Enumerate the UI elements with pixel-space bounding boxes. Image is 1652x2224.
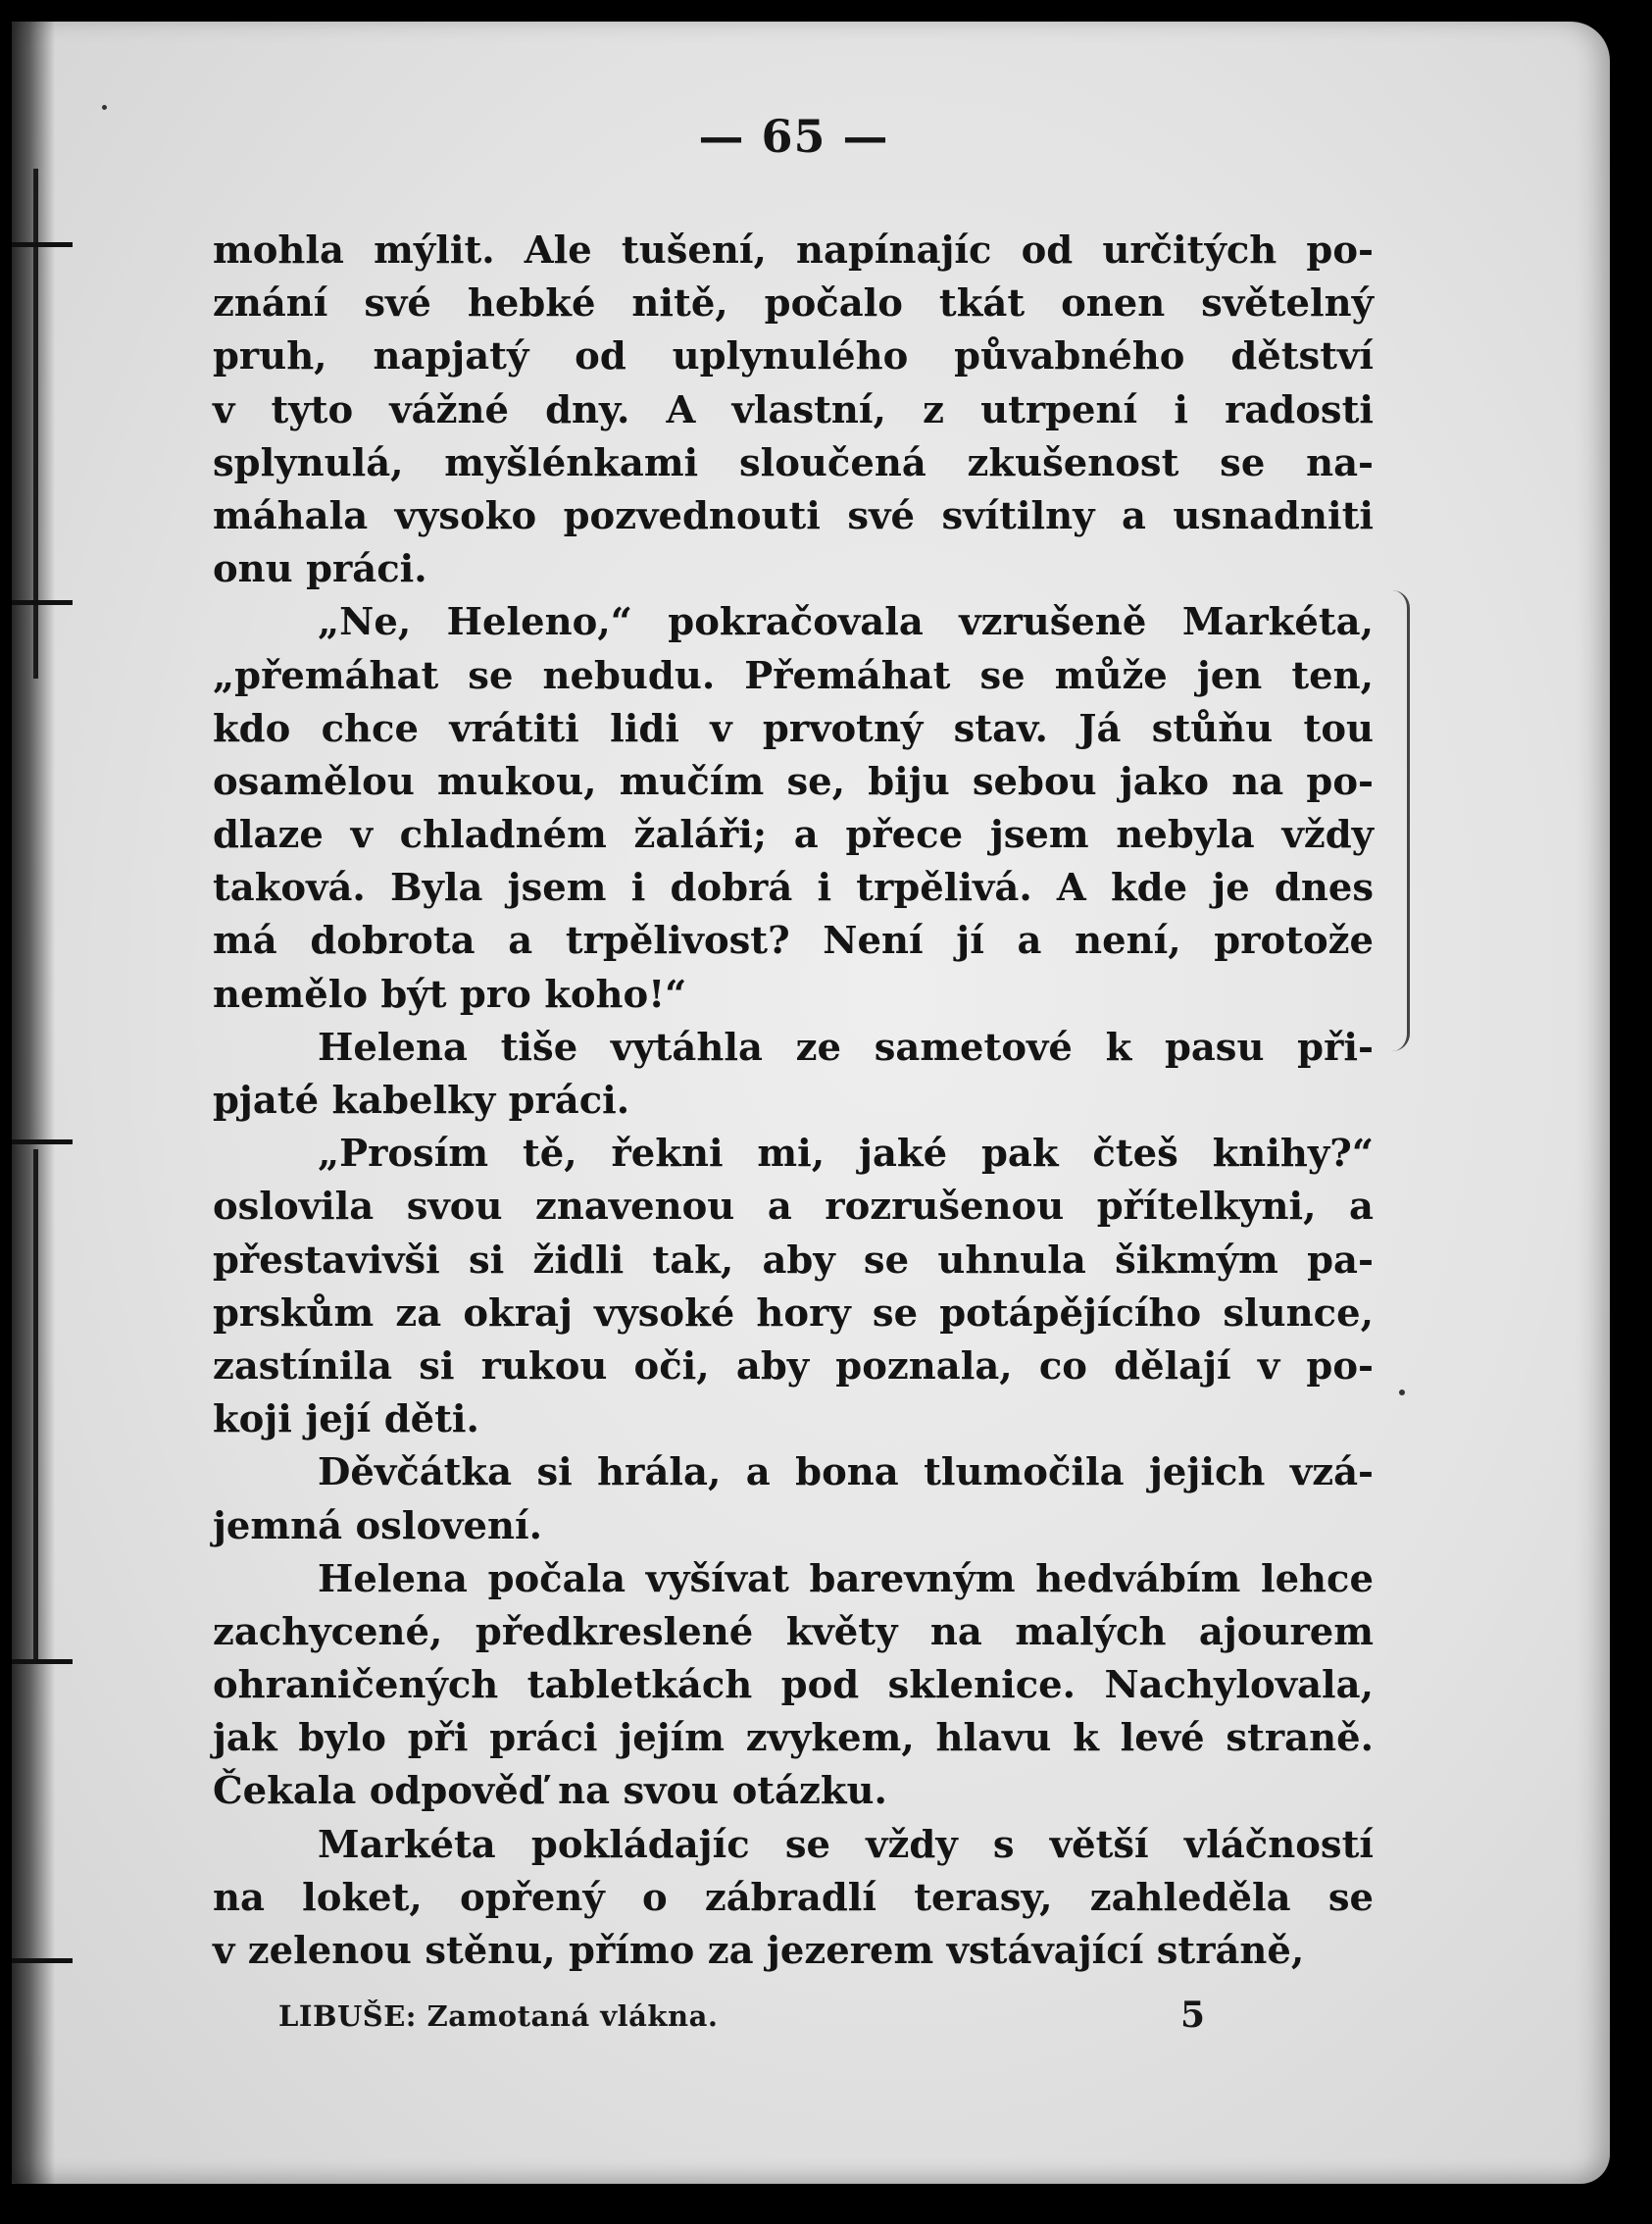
text-line: „Prosím tě, řekni mi, jaké pak čteš knihy?“ — [318, 1132, 1374, 1177]
text-line: „Ne, Heleno,“ pokračovala vzrušeně Markéta, — [318, 600, 1374, 645]
text-line: Děvčátka si hrála, a bona tlumočila jejich vzá- — [318, 1450, 1374, 1495]
paragraph — [213, 596, 1374, 1022]
text-line: pjaté kabelky práci. — [213, 1079, 630, 1123]
text-line: jemná oslovení. — [213, 1503, 543, 1548]
binding-stitch — [12, 600, 73, 605]
text-line: koji její děti. — [213, 1397, 479, 1442]
body-text — [213, 225, 1374, 1978]
text-line: má dobrota a trpělivost? Není jí a není, protože — [213, 919, 1374, 964]
paragraph — [213, 1819, 1374, 1979]
text-line: v tyto vážné dny. A vlastní, z utrpení i radosti — [213, 387, 1374, 432]
book-page — [12, 22, 1610, 2184]
text-line: Helena počala vyšívat barevným hedvábím lehce — [318, 1556, 1374, 1601]
text-line: mohla mýlit. Ale tušení, napínajíc od určitých po- — [213, 228, 1374, 273]
text-line: Čekala odpověď na svou otázku. — [213, 1769, 887, 1814]
text-line: Markéta pokládajíc se vždy s větší vláčností — [318, 1822, 1374, 1867]
text-line: prskům za okraj vysoké hory se potápějícího slunce, — [213, 1290, 1374, 1336]
paragraph — [213, 1553, 1374, 1819]
text-line: splynulá, myšlénkami sloučená zkušenost se na- — [213, 440, 1374, 485]
text-line: zachycené, předkreslené květy na malých ajourem — [213, 1609, 1374, 1654]
text-line: Helena tiše vytáhla ze sametové k pasu při- — [318, 1025, 1374, 1070]
text-line: pruh, napjatý od uplynulého půvabného dětství — [213, 334, 1374, 379]
binding-stitch — [12, 1958, 73, 1963]
text-line: oslovila svou znavenou a rozrušenou přítelkyni, a — [213, 1185, 1374, 1230]
text-line: na loket, opřený o zábradlí terasy, zahleděla se — [213, 1875, 1374, 1920]
paragraph — [213, 1128, 1374, 1446]
binding-stitch — [12, 1139, 73, 1144]
text-line: „přemáhat se nebudu. Přemáhat se může jen ten, — [213, 653, 1374, 698]
text-line: ohraničených tabletkách pod sklenice. Nachylovala, — [213, 1663, 1374, 1708]
page-number: — 65 — — [698, 110, 889, 163]
binding-thread — [33, 1149, 38, 1659]
text-line: dlaze v chladném žaláři; a přece jsem nebyla vždy — [213, 813, 1374, 858]
paper-speck — [102, 105, 107, 110]
text-line: přestavivši si židli tak, aby se uhnula šikmým pa- — [213, 1238, 1374, 1283]
binding-stitch — [12, 1659, 73, 1664]
text-line: nemělo být pro koho!“ — [213, 972, 687, 1017]
text-line: osamělou mukou, mučím se, biju sebou jako na po- — [213, 759, 1374, 804]
text-line: taková. Byla jsem i dobrá i trpělivá. A kde je dnes — [213, 866, 1374, 911]
paper-speck — [1399, 1390, 1405, 1395]
text-line: máhala vysoko pozvednouti své svítilny a usnadniti — [213, 493, 1374, 538]
margin-pencil-bracket — [1389, 590, 1410, 1051]
paragraph — [213, 1446, 1374, 1552]
text-line: jak bylo při práci jejím zvykem, hlavu k levé straně. — [213, 1716, 1374, 1761]
text-line: znání své hebké nitě, počalo tkát onen světelný — [213, 281, 1374, 327]
text-line: v zelenou stěnu, přímo za jezerem vstávající stráně, — [213, 1929, 1305, 1973]
text-line: onu práci. — [213, 547, 427, 592]
paragraph — [213, 1022, 1374, 1128]
paragraph — [213, 225, 1374, 596]
text-line: kdo chce vrátiti lidi v prvotný stav. Já stůňu tou — [213, 706, 1374, 751]
footer-signature: LIBUŠE: Zamotaná vlákna. — [278, 1999, 719, 2033]
text-line: zastínila si rukou oči, aby poznala, co dělají v po- — [213, 1343, 1374, 1389]
binding-stitch — [12, 242, 73, 247]
footer-signature-number: 5 — [1180, 1995, 1206, 2036]
